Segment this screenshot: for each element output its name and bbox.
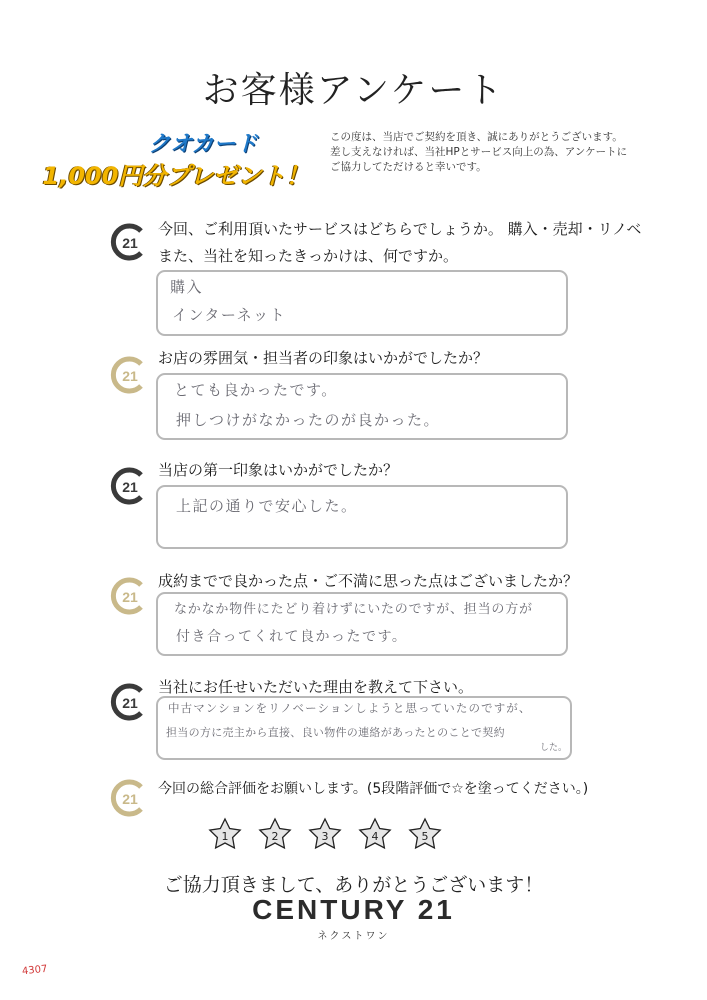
rating-star-5[interactable] [410,819,440,848]
century21-logo-icon [108,355,148,395]
century21-logo-icon [108,222,148,262]
star-label: 4 [371,830,379,843]
century21-logo-icon [108,682,148,722]
answer-box-4[interactable] [156,592,568,656]
question-6: 今回の総合評価をお願いします。(5段階評価で☆を塗ってください。) [158,781,589,797]
answer-3-line-1: 上記の通りで安心した。 [176,497,358,515]
logo-text: 21 [122,695,138,711]
page-mark: 4307 [21,963,48,978]
question-1-line-2: また、当社を知ったきっかけは、何ですか。 [158,247,459,265]
star-label: 3 [321,830,329,843]
century21-logo-icon [108,466,148,506]
rating-star-2[interactable] [260,819,290,848]
question-3: 当店の第一印象はいかがでしたか？ [158,461,399,479]
question-2: お店の雰囲気・担当者の印象はいかがでしたか？ [158,349,489,367]
brand-logo: CENTURY 21 [252,894,455,925]
question-5: 当社にお任せいただいた理由を教えて下さい。 [158,678,474,696]
promo-amount: 1,000円分プレゼント！ [42,162,310,190]
answer-box-1[interactable] [156,270,568,336]
answer-box-5[interactable] [156,696,572,760]
star-label: 5 [421,830,429,843]
logo-text: 21 [122,791,138,807]
rating-star-4[interactable] [360,819,390,848]
intro-text [330,130,670,175]
rating-stars[interactable] [200,810,460,860]
century21-logo-icon [108,576,148,616]
logo-text: 21 [122,589,138,605]
rating-star-1[interactable] [210,819,240,848]
promo-quo-card: クオカード [148,132,258,157]
question-4: 成約までで良かった点・ご不満に思った点はございましたか？ [158,572,579,590]
answer-5-line-1: 中古マンションをリノベーションしようと思っていたのですが、 [168,701,532,715]
star-label: 2 [271,830,279,843]
answer-5-line-3: した。 [540,743,568,753]
logo-text: 21 [122,235,138,251]
answer-2-line-1: とても良かったです。 [174,381,338,399]
answer-box-3[interactable] [156,485,568,549]
star-label: 1 [221,830,229,843]
answer-box-2[interactable] [156,373,568,440]
logo-text: 21 [122,479,138,495]
page-title: お客様アンケート [202,70,505,111]
thanks-message: ご協力頂きまして、ありがとうございます！ [163,874,544,896]
rating-star-3[interactable] [310,819,340,848]
intro-line: ご協力してただけると幸いです。 [330,161,487,173]
answer-5-line-2: 担当の方に売主から直接、良い物件の連絡があったとのことで契約 [166,726,505,739]
answer-2-line-2: 押しつけがなかったのが良かった。 [176,411,441,429]
answer-1-line-1: 購入 [170,278,204,296]
brand-subtitle: ネクストワン [317,931,390,942]
answer-4-line-2: 付き合ってくれて良かったです。 [176,629,408,645]
intro-line: この度は、当店でご契約を頂き、誠にありがとうございます。 [330,131,623,143]
question-1-line-1: 今回、ご利用頂いたサービスはどちらでしょうか。 購入・売却・リノベ [158,220,642,238]
logo-text: 21 [122,368,138,384]
century21-logo-icon [108,778,148,818]
intro-line: 差し支えなければ、当社HPとサービス向上の為、アンケートに [330,146,628,158]
answer-4-line-1: なかなか物件にたどり着けずにいたのですが、担当の方が [174,602,533,617]
answer-1-line-2: インターネット [172,306,287,324]
